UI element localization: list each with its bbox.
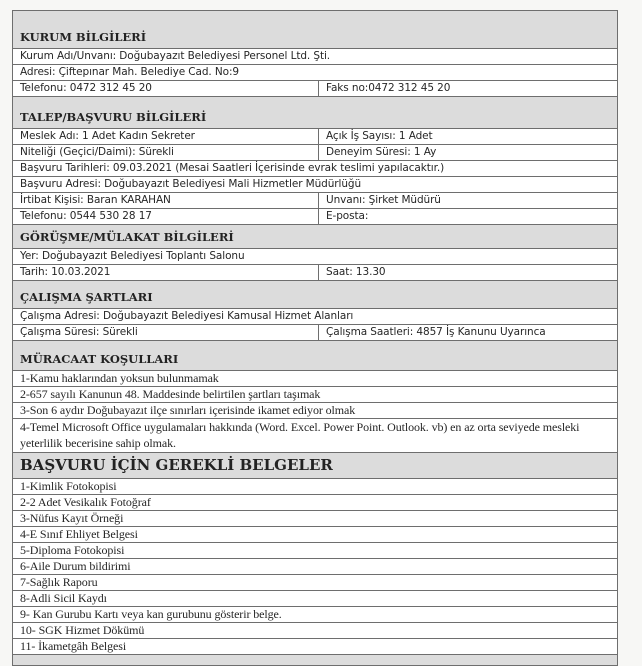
- list-item: [13, 639, 617, 655]
- list-item: [13, 495, 617, 511]
- basvuru-adresi: Başvuru Adresi: Doğubayazıt Belediyesi Mali Hizmetler Müdürlüğü: [20, 178, 362, 190]
- gorusme-tarih: Tarih: 10.03.2021: [13, 265, 319, 280]
- list-item: [13, 403, 617, 419]
- deneyim-suresi: Deneyim Süresi: 1 Ay: [326, 146, 437, 158]
- kurum-faks: Faks no:0472 312 45 20: [326, 82, 451, 94]
- list-item: [13, 387, 617, 403]
- talep-telefon: Telefonu: 0544 530 28 17: [13, 209, 319, 224]
- list-item: [13, 527, 617, 543]
- gerekli-belge: 9- Kan Gurubu Kartı veya kan gurubunu gösterir belge.: [20, 607, 282, 621]
- form-row: [13, 309, 617, 325]
- section-header-talep: [13, 97, 617, 129]
- form-row: [13, 177, 617, 193]
- niteligi: Niteliği (Geçici/Daimi): Sürekli: [13, 145, 319, 160]
- table-footer-band: [13, 655, 617, 665]
- form-row: [13, 161, 617, 177]
- section-header-kurum: [13, 11, 617, 49]
- list-item: [13, 543, 617, 559]
- meslek-adi: Meslek Adı: 1 Adet Kadın Sekreter: [13, 129, 319, 144]
- section-title: TALEP/BAŞVURU BİLGİLERİ: [20, 110, 207, 124]
- muracaat-kosulu: 3-Son 6 aydır Doğubayazıt ilçe sınırları içerisinde ikamet ediyor olmak: [20, 403, 356, 417]
- section-header-belgeler: [13, 453, 617, 479]
- gorusme-saat: Saat: 13.30: [326, 266, 386, 278]
- list-item: [13, 607, 617, 623]
- form-row: [13, 145, 617, 161]
- gorusme-yer: Yer: Doğubayazıt Belediyesi Toplantı Salonu: [20, 250, 245, 262]
- form-row: [13, 209, 617, 225]
- form-row: [13, 265, 617, 281]
- list-item: [13, 419, 617, 453]
- section-title: GÖRÜŞME/MÜLAKAT BİLGİLERİ: [20, 230, 234, 244]
- gerekli-belge: 8-Adli Sicil Kaydı: [20, 591, 107, 605]
- form-row: [13, 193, 617, 209]
- muracaat-kosulu: 2-657 sayılı Kanunun 48. Maddesinde belirtilen şartları taşımak: [20, 387, 321, 401]
- section-title: BAŞVURU İÇİN GEREKLİ BELGELER: [20, 456, 333, 474]
- section-title: ÇALIŞMA ŞARTLARI: [20, 290, 153, 304]
- gerekli-belge: 10- SGK Hizmet Dökümü: [20, 623, 145, 637]
- kurum-telefon: Telefonu: 0472 312 45 20: [13, 81, 319, 96]
- gerekli-belge: 3-Nüfus Kayıt Örneği: [20, 511, 124, 525]
- gerekli-belge: 2-2 Adet Vesikalık Fotoğraf: [20, 495, 151, 509]
- list-item: [13, 511, 617, 527]
- acik-is-sayisi: Açık İş Sayısı: 1 Adet: [326, 130, 433, 142]
- gerekli-belge: 4-E Sınıf Ehliyet Belgesi: [20, 527, 138, 541]
- section-header-calisma: [13, 281, 617, 309]
- form-row: [13, 65, 617, 81]
- gerekli-belge: 5-Diploma Fotokopisi: [20, 543, 125, 557]
- section-header-gorusme: [13, 225, 617, 249]
- section-title: MÜRACAAT KOŞULLARI: [20, 352, 179, 366]
- job-posting-form: [12, 10, 618, 666]
- section-header-muracaat: [13, 341, 617, 371]
- kurum-adi: Kurum Adı/Unvanı: Doğubayazıt Belediyesi Personel Ltd. Şti.: [20, 50, 331, 62]
- gerekli-belge: 7-Sağlık Raporu: [20, 575, 98, 589]
- list-item: [13, 559, 617, 575]
- gerekli-belge: 1-Kimlik Fotokopisi: [20, 479, 117, 493]
- form-row: [13, 81, 617, 97]
- muracaat-kosulu: 1-Kamu haklarından yoksun bulunmamak: [20, 371, 219, 385]
- form-row: [13, 325, 617, 341]
- form-row: [13, 249, 617, 265]
- calisma-adresi: Çalışma Adresi: Doğubayazıt Belediyesi Kamusal Hizmet Alanları: [20, 310, 354, 322]
- list-item: [13, 479, 617, 495]
- unvani: Unvanı: Şirket Müdürü: [326, 194, 441, 206]
- gerekli-belge: 6-Aile Durum bildirimi: [20, 559, 131, 573]
- list-item: [13, 371, 617, 387]
- list-item: [13, 623, 617, 639]
- section-title: KURUM BİLGİLERİ: [20, 30, 147, 44]
- form-row: [13, 129, 617, 145]
- muracaat-kosulu: 4-Temel Microsoft Office uygulamaları hakkında (Word. Excel. Power Point. Outlook. vb) en az orta seviyede mesleki yeterlilik becerisine sahip olmak.: [20, 420, 580, 450]
- gerekli-belge: 11- İkametgâh Belgesi: [20, 639, 127, 653]
- form-row: [13, 49, 617, 65]
- calisma-suresi: Çalışma Süresi: Sürekli: [13, 325, 319, 340]
- basvuru-tarihleri: Başvuru Tarihleri: 09.03.2021 (Mesai Saatleri İçerisinde evrak teslimi yapılacaktır.): [20, 162, 445, 174]
- list-item: [13, 591, 617, 607]
- calisma-saatleri: Çalışma Saatleri: 4857 İş Kanunu Uyarınca: [326, 326, 546, 338]
- irtibat-kisisi: İrtibat Kişisi: Baran KARAHAN: [13, 193, 319, 208]
- eposta: E-posta:: [326, 210, 369, 222]
- kurum-adres: Adresi: Çiftepınar Mah. Belediye Cad. No:9: [20, 66, 239, 78]
- list-item: [13, 575, 617, 591]
